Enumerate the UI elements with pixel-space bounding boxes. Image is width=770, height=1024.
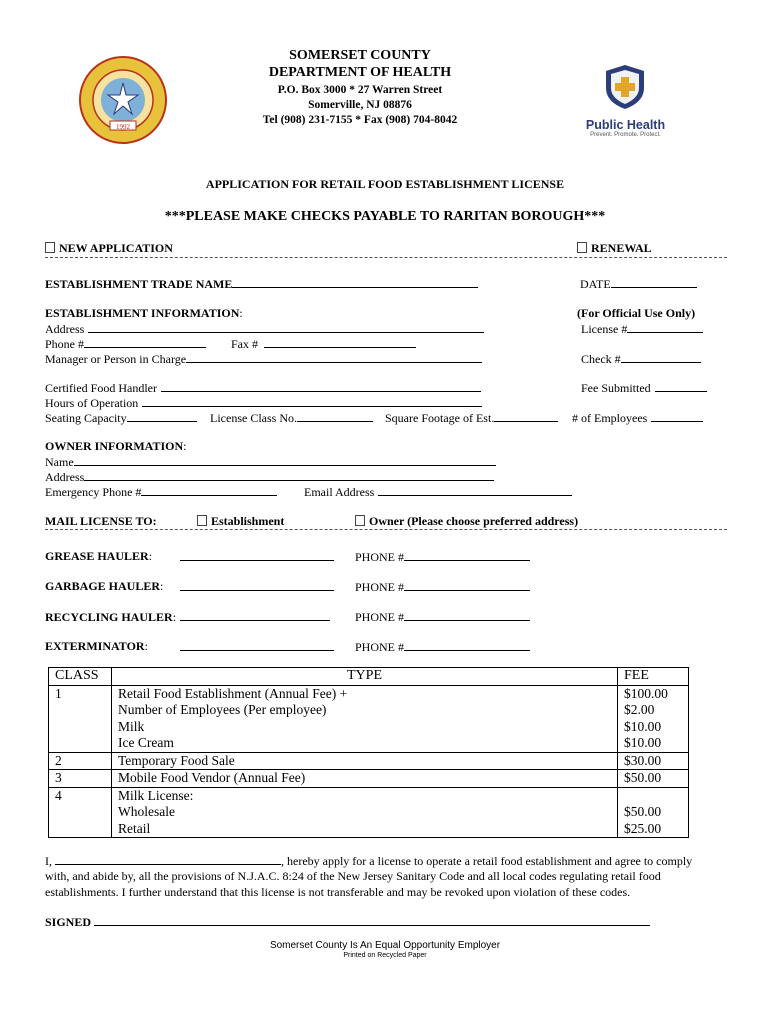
exterminator-phone-label: PHONE # — [355, 640, 405, 654]
fee-line: $50.00 — [624, 804, 662, 819]
public-health-logo-title: Public Health — [585, 118, 666, 132]
county-seal — [78, 55, 168, 145]
mail-owner-checkbox[interactable] — [355, 515, 365, 526]
date-row — [580, 276, 697, 292]
seal-icon — [78, 55, 168, 145]
fee-table-header — [49, 668, 689, 686]
fee-submitted-label: Fee Submitted — [581, 381, 651, 395]
square-footage-field[interactable] — [494, 410, 558, 422]
hours-label: Hours of Operation — [45, 396, 139, 410]
garbage-phone-row — [355, 579, 530, 595]
class-cell: 2 — [49, 752, 112, 770]
agency-address1: P.O. Box 3000 * 27 Warren Street — [277, 84, 443, 96]
exterminator-label: EXTERMINATOR — [45, 639, 145, 653]
emergency-phone-field[interactable] — [141, 484, 277, 496]
mail-establishment-checkbox[interactable] — [197, 515, 207, 526]
food-handler-field[interactable] — [161, 380, 481, 392]
manager-label: Manager or Person in Charge — [45, 352, 187, 366]
trade-name-label: ESTABLISHMENT TRADE NAME — [45, 277, 233, 291]
grease-phone-label: PHONE # — [355, 550, 405, 564]
owner-name-row — [45, 454, 496, 470]
employees-row — [572, 410, 703, 426]
address-row — [45, 321, 484, 337]
agency-contact: Tel (908) 231-7155 * Fax (908) 704-8042 — [262, 114, 458, 126]
employees-field[interactable] — [651, 410, 703, 422]
table-row — [49, 770, 689, 788]
applicant-name-field[interactable] — [55, 853, 281, 865]
fee-cell — [618, 770, 689, 788]
mail-license-label: MAIL LICENSE TO: — [45, 514, 157, 528]
food-handler-label: Certified Food Handler — [45, 381, 157, 395]
type-line: Ice Cream — [118, 735, 174, 750]
employees-label: # of Employees — [572, 411, 648, 425]
header-class: CLASS — [49, 668, 112, 686]
garbage-hauler-label: GARBAGE HAULER — [45, 579, 161, 593]
garbage-hauler-row: GARBAGE HAULER: — [45, 579, 164, 593]
type-line: Mobile Food Vendor (Annual Fee) — [118, 770, 306, 785]
garbage-hauler-field[interactable] — [180, 579, 334, 591]
license-class-label: License Class No. — [210, 411, 297, 425]
signature-field[interactable] — [94, 914, 650, 926]
exterminator-phone-row — [355, 639, 530, 655]
address-field[interactable] — [88, 321, 484, 333]
date-label: DATE — [580, 277, 611, 291]
grease-phone-field[interactable] — [404, 549, 530, 561]
address-label: Address — [45, 322, 85, 336]
footer-eoe: Somerset County Is An Equal Opportunity Employer — [269, 940, 501, 951]
declaration-text1: , hereby apply for a license to operate a retail food establishment and agree to comply — [281, 854, 693, 868]
shield-icon — [578, 62, 673, 112]
fax-field[interactable] — [264, 336, 416, 348]
fee-line: $30.00 — [624, 752, 662, 768]
manager-row — [45, 351, 482, 367]
class-cell: 3 — [49, 770, 112, 788]
type-line: Temporary Food Sale — [118, 752, 235, 768]
food-handler-row — [45, 380, 481, 396]
recycling-phone-label: PHONE # — [355, 610, 405, 624]
fee-cell — [618, 752, 689, 770]
signed-row — [45, 914, 650, 930]
type-line: Retail — [118, 820, 151, 836]
owner-info-heading-text: OWNER INFORMATION — [45, 439, 184, 453]
type-cell — [112, 752, 618, 770]
signed-label: SIGNED — [45, 915, 92, 929]
grease-hauler-field[interactable] — [180, 549, 334, 561]
new-application-checkbox[interactable] — [45, 242, 55, 253]
fee-table — [48, 667, 689, 838]
square-footage-label: Square Footage of Est. — [385, 411, 495, 425]
header-fee: FEE — [618, 668, 689, 686]
check-number-field[interactable] — [621, 351, 701, 363]
recycling-hauler-label: RECYCLING HAULER — [45, 610, 173, 624]
exterminator-field[interactable] — [180, 639, 334, 651]
mail-establishment-label: Establishment — [211, 514, 285, 528]
new-application-option[interactable] — [45, 241, 173, 256]
fee-line: $25.00 — [624, 820, 662, 836]
fax-label: Fax # — [231, 337, 258, 351]
declaration-line2: with, and abide by, all the provisions of N.J.A.C. 8:24 of the New Jersey Sanitary Code and all local codes regulating retail food — [45, 869, 661, 883]
recycling-hauler-row: RECYCLING HAULER: — [45, 609, 330, 625]
fee-line — [624, 788, 682, 805]
license-class-field[interactable] — [297, 410, 373, 422]
owner-address-field[interactable] — [84, 469, 494, 481]
fee-line: $100.00 — [624, 685, 668, 701]
license-class-row — [210, 410, 373, 426]
type-line: Milk License: — [118, 787, 194, 803]
garbage-phone-label: PHONE # — [355, 580, 405, 594]
fee-submitted-row — [581, 380, 707, 396]
phone-label: Phone # — [45, 337, 84, 351]
renewal-checkbox[interactable] — [577, 242, 587, 253]
divider — [45, 529, 727, 530]
divider — [45, 257, 727, 258]
recycling-hauler-field[interactable] — [180, 609, 330, 621]
agency-address2: Somerville, NJ 08876 — [308, 99, 412, 111]
email-field[interactable] — [378, 484, 572, 496]
type-cell — [112, 787, 618, 838]
type-line: Milk — [118, 718, 145, 734]
seating-row — [45, 410, 197, 426]
agency-name-line2: DEPARTMENT OF HEALTH — [268, 65, 452, 80]
mail-establishment-option[interactable] — [197, 514, 284, 529]
public-health-logo-tagline: Prevent. Promote. Protect. — [590, 132, 661, 138]
phone-field[interactable] — [84, 336, 206, 348]
owner-info-heading: OWNER INFORMATION: — [45, 439, 187, 453]
owner-name-label: Name — [45, 455, 74, 469]
exterminator-phone-field[interactable] — [404, 639, 530, 651]
fee-line: $2.00 — [624, 702, 655, 717]
manager-field[interactable] — [186, 351, 482, 363]
type-line: Wholesale — [118, 804, 175, 819]
establishment-info-heading-text: ESTABLISHMENT INFORMATION — [45, 306, 240, 320]
check-number-row — [581, 351, 701, 367]
new-application-label: NEW APPLICATION — [59, 241, 173, 255]
check-number-label: Check # — [581, 352, 621, 366]
class-cell: 1 — [49, 685, 112, 752]
mail-owner-label: Owner (Please choose preferred address) — [369, 514, 579, 528]
owner-address-label: Address — [45, 470, 85, 484]
svg-text:1992: 1992 — [116, 123, 130, 131]
grease-hauler-row: GREASE HAULER: — [45, 549, 153, 563]
official-use-heading: (For Official Use Only) — [577, 306, 696, 320]
trade-name-field[interactable] — [232, 276, 478, 288]
agency-name-line1: SOMERSET COUNTY — [289, 48, 431, 63]
fee-submitted-field[interactable] — [655, 380, 707, 392]
table-row — [49, 752, 689, 770]
fax-row — [231, 336, 416, 352]
garbage-phone-field[interactable] — [404, 579, 530, 591]
type-line: Number of Employees (Per employee) — [118, 702, 327, 717]
type-line: Retail Food Establishment (Annual Fee) + — [118, 685, 348, 701]
emergency-phone-row — [45, 484, 277, 500]
type-cell — [112, 685, 618, 752]
grease-hauler-label: GREASE HAULER — [45, 549, 149, 563]
public-health-logo — [578, 62, 673, 140]
phone-row — [45, 336, 206, 352]
table-row — [49, 787, 689, 838]
footer-recycled: Printed on Recycled Paper — [343, 952, 427, 959]
declaration-line1 — [45, 853, 692, 869]
fee-cell — [618, 787, 689, 838]
recycling-phone-field[interactable] — [404, 609, 530, 621]
declaration-prefix: I, — [45, 854, 52, 868]
type-cell — [112, 770, 618, 788]
payable-notice: ***PLEASE MAKE CHECKS PAYABLE TO RARITAN BOROUGH*** — [164, 209, 606, 224]
fee-line: $10.00 — [624, 735, 662, 750]
license-number-row — [581, 321, 703, 337]
hours-row — [45, 395, 482, 411]
seating-field[interactable] — [127, 410, 197, 422]
fee-cell — [618, 685, 689, 752]
owner-name-field[interactable] — [74, 454, 496, 466]
email-row — [304, 484, 572, 500]
establishment-info-heading: ESTABLISHMENT INFORMATION: — [45, 306, 243, 320]
square-footage-row — [385, 410, 558, 426]
class-cell: 4 — [49, 787, 112, 838]
exterminator-row: EXTERMINATOR: — [45, 639, 148, 653]
renewal-label: RENEWAL — [591, 241, 652, 255]
header-type: TYPE — [112, 668, 618, 686]
license-number-label: License # — [581, 322, 628, 336]
fee-line: $50.00 — [624, 770, 662, 785]
trade-name-row — [45, 276, 478, 292]
owner-address-row — [45, 469, 494, 485]
table-row — [49, 685, 689, 752]
license-number-field[interactable] — [627, 321, 703, 333]
hours-field[interactable] — [142, 395, 482, 407]
fee-line: $10.00 — [624, 718, 662, 734]
form-title: APPLICATION FOR RETAIL FOOD ESTABLISHMENT LICENSE — [205, 177, 565, 191]
mail-owner-option[interactable] — [355, 514, 578, 529]
email-label: Email Address — [304, 485, 375, 499]
renewal-option[interactable] — [577, 241, 652, 256]
grease-phone-row — [355, 549, 530, 565]
emergency-phone-label: Emergency Phone # — [45, 485, 142, 499]
declaration-line3: establishments. I further understand that this license is not transferable and may be revoked upon violation of these codes. — [45, 885, 631, 899]
recycling-phone-row — [355, 609, 530, 625]
date-field[interactable] — [611, 276, 697, 288]
seating-label: Seating Capacity — [45, 411, 127, 425]
